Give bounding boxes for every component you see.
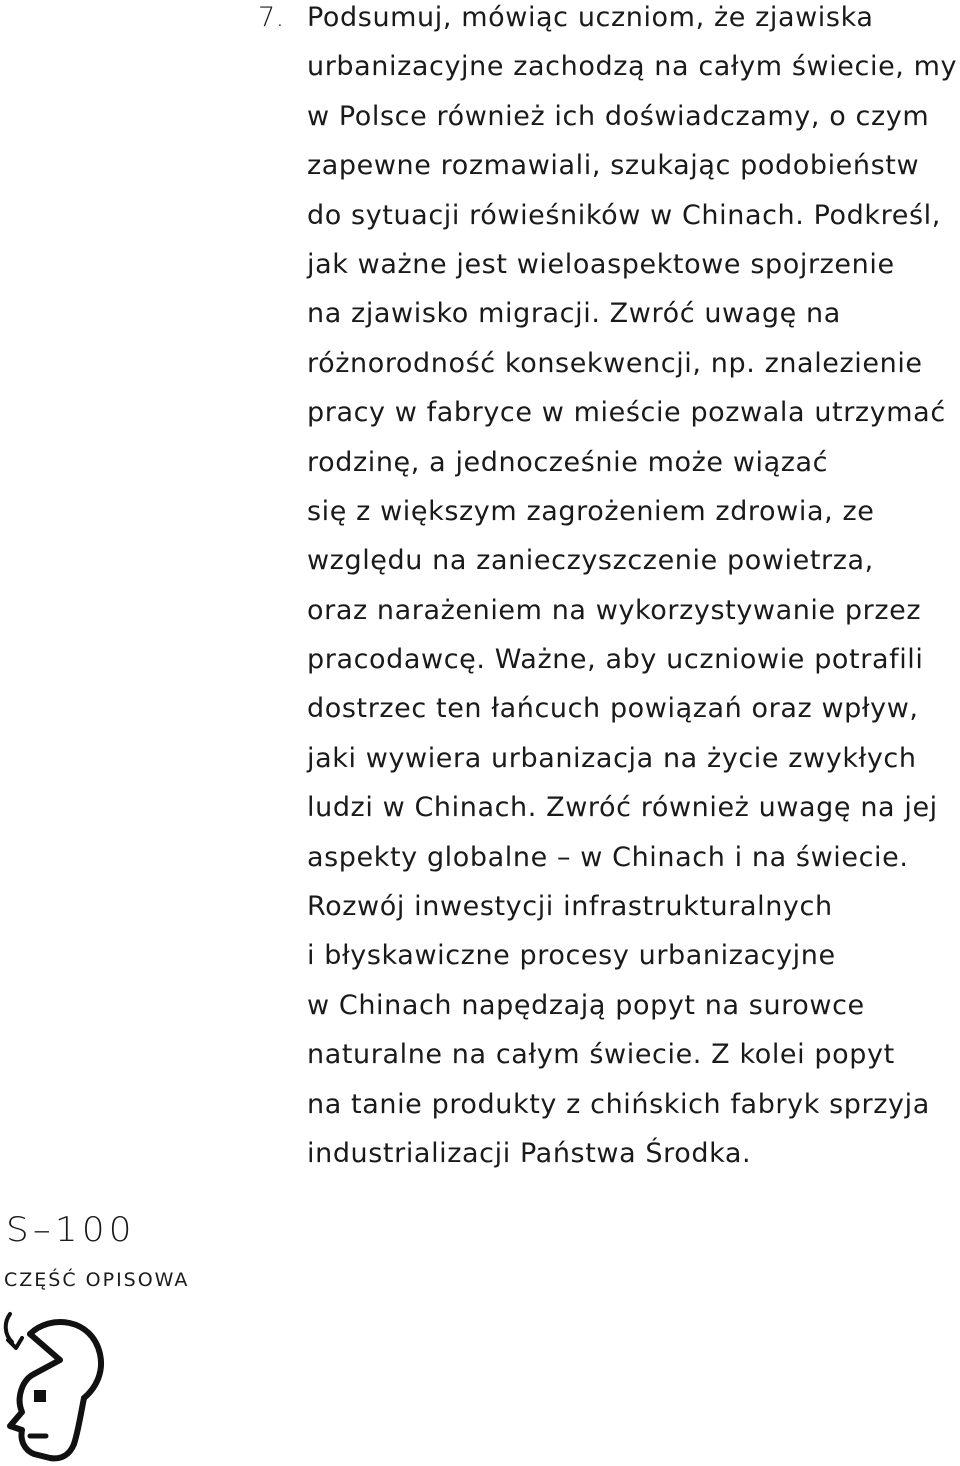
text-line: dostrzec ten łańcuch powiązań oraz wpływ, xyxy=(307,693,919,725)
text-line: i błyskawiczne procesy urbanizacyjne xyxy=(307,940,836,972)
text-line: pracy w fabryce w mieście pozwala utrzymać xyxy=(307,397,946,429)
text-line: pracodawcę. Ważne, aby uczniowie potrafili xyxy=(307,644,924,676)
text-line: do sytuacji rówieśników w Chinach. Podkreśl, xyxy=(307,199,941,231)
text-line: Rozwój inwestycji infrastrukturalnych xyxy=(307,891,833,923)
item-text xyxy=(307,0,957,1185)
text-line: się z większym zagrożeniem zdrowia, ze xyxy=(307,495,875,527)
text-line: względu na zanieczyszczenie powietrza, xyxy=(307,545,874,577)
text-line: jaki wywiera urbanizacja na życie zwykłych xyxy=(307,742,917,774)
text-line: naturalne na całym świecie. Z kolei popyt xyxy=(307,1039,895,1071)
thinking-head-icon xyxy=(0,1308,110,1466)
text-line: aspekty globalne – w Chinach i na świecie. xyxy=(307,841,909,873)
section-marker xyxy=(0,1200,230,1466)
text-line: jak ważne jest wieloaspektowe spojrzenie xyxy=(307,248,895,280)
text-line: różnorodność konsekwencji, np. znalezienie xyxy=(307,347,923,379)
section-code: S–100 xyxy=(6,1210,136,1250)
text-line: Podsumuj, mówiąc uczniom, że zjawiska xyxy=(307,2,874,33)
text-line: na zjawisko migracji. Zwróć uwagę na xyxy=(307,298,841,330)
section-name: CZĘŚĆ OPISOWA xyxy=(4,1269,190,1291)
item-number: 7. xyxy=(258,2,285,33)
text-line: ludzi w Chinach. Zwróć również uwagę na jej xyxy=(307,792,938,824)
text-line: industrializacji Państwa Środka. xyxy=(307,1137,752,1169)
text-line: rodzinę, a jednocześnie może wiązać xyxy=(307,446,829,478)
text-line: oraz narażeniem na wykorzystywanie przez xyxy=(307,594,922,626)
text-line: zapewne rozmawiali, szukając podobieństw xyxy=(307,150,920,182)
text-line: na tanie produkty z chińskich fabryk sprzyja xyxy=(307,1088,930,1120)
text-line: w Polsce również ich doświadczamy, o czym xyxy=(307,100,930,132)
text-line: w Chinach napędzają popyt na surowce xyxy=(307,989,865,1021)
text-line: urbanizacyjne zachodzą na całym świecie, my xyxy=(307,51,958,83)
